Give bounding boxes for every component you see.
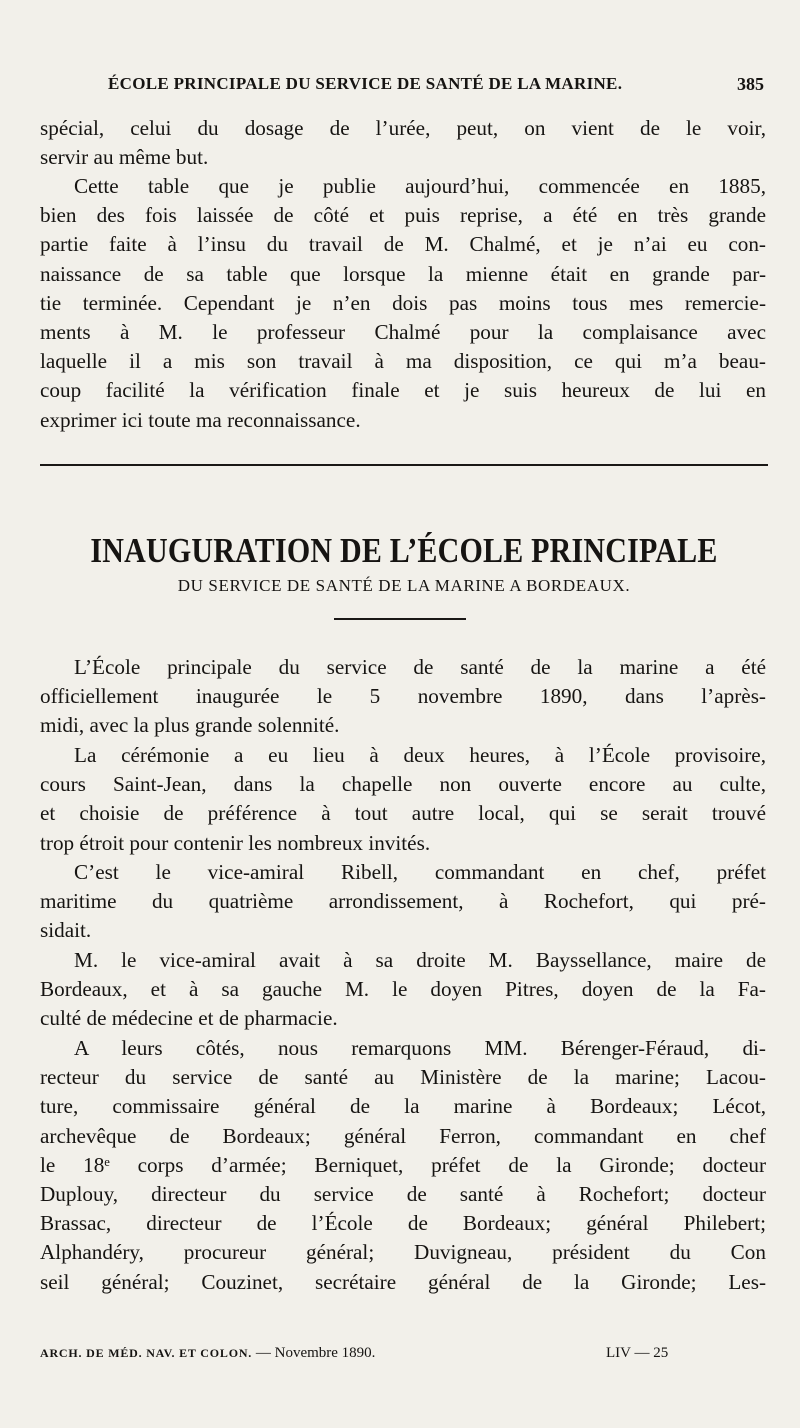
text-line: partie faite à l’insu du travail de M. Chalmé, et je n’ai eu con- [40,232,766,257]
text-line: coup facilité la vérification finale et je suis heureux de lui en [40,378,766,403]
preamble-paragraph-2 [40,172,766,435]
text-line: le 18ᵉ corps d’armée; Berniquet, préfet de la Gironde; docteur [40,1152,766,1177]
running-title: ÉCOLE PRINCIPALE DU SERVICE DE SANTÉ DE LA MARINE. [108,74,623,93]
text-line: Brassac, directeur de l’École de Bordeaux; général Philebert; [40,1211,766,1236]
text-line: A leurs côtés, nous remarquons MM. Bérenger-Féraud, di- [74,1036,766,1060]
body-paragraph-1 [40,653,766,741]
text-line: officiellement inaugurée le 5 novembre 1890, dans l’après- [40,684,766,709]
section-title: INAUGURATION DE L’ÉCOLE PRINCIPALE [90,532,718,570]
text-line: C’est le vice-amiral Ribell, commandant en chef, préfet [74,860,766,884]
text-line: servir au même but. [40,145,209,170]
journal-abbreviation: ARCH. DE MÉD. NAV. ET COLON. [40,1346,253,1360]
text-line: bien des fois laissée de côté et puis reprise, a été en très grande [40,203,766,228]
section-subtitle: DU SERVICE DE SANTÉ DE LA MARINE A BORDEAUX. [177,576,631,595]
text-line: tie terminée. Cependant je n’en dois pas moins tous mes remercie- [40,290,766,315]
text-line: ments à M. le professeur Chalmé pour la complaisance avec [40,320,766,345]
body-paragraph-5 [40,1034,766,1297]
text-line: L’École principale du service de santé de la marine a été [74,655,766,679]
text-line: cours Saint-Jean, dans la chapelle non ouverte encore au culte, [40,772,766,797]
issue-date: — Novembre 1890. [255,1345,376,1361]
text-line: ture, commissaire général de la marine à Bordeaux; Lécot, [40,1094,766,1119]
text-line: M. le vice-amiral avait à sa droite M. Bayssellance, maire de [74,948,766,972]
text-line: Bordeaux, et à sa gauche M. le doyen Pitres, doyen de la Fa- [40,977,766,1002]
text-line: La cérémonie a eu lieu à deux heures, à l’École provisoire, [74,743,766,767]
page-number: 385 [737,74,764,94]
text-line: exprimer ici toute ma reconnaissance. [40,407,361,432]
preamble-paragraph-1 [40,114,766,172]
page-footer [40,1345,768,1369]
text-line: culté de médecine et de pharmacie. [40,1006,338,1031]
text-line: Alphandéry, procureur général; Duvigneau, président du Con [40,1240,766,1265]
body-paragraph-3 [40,858,766,946]
body-paragraph-4 [40,946,766,1034]
text-line: seil général; Couzinet, secrétaire général de la Gironde; Les- [40,1269,766,1294]
section-divider [40,464,768,466]
text-line: trop étroit pour contenir les nombreux invités. [40,830,431,855]
text-line: midi, avec la plus grande solennité. [40,713,340,738]
text-line: sidait. [40,918,92,943]
text-line: Cette table que je publie aujourd’hui, commencée en 1885, [74,174,766,198]
text-line: et choisie de préférence à tout autre local, qui se serait trouvé [40,801,766,826]
running-head [40,74,768,102]
signature-mark: LIV — 25 [606,1345,669,1361]
text-line: spécial, celui du dosage de l’urée, peut, on vient de le voir, [40,116,766,140]
body-paragraph-2 [40,741,766,858]
text-line: archevêque de Bordeaux; général Ferron, commandant en chef [40,1123,766,1148]
text-line: maritime du quatrième arrondissement, à Rochefort, qui pré- [40,889,766,914]
text-line: recteur du service de santé au Ministère de la marine; Lacou- [40,1065,766,1090]
text-line: naissance de sa table que lorsque la mienne était en grande par- [40,261,766,286]
text-line: Duplouy, directeur du service de santé à Rochefort; docteur [40,1182,766,1207]
title-underline [334,618,466,620]
footer-citation [40,1345,375,1362]
text-line: laquelle il a mis son travail à ma disposition, ce qui m’a beau- [40,349,766,374]
